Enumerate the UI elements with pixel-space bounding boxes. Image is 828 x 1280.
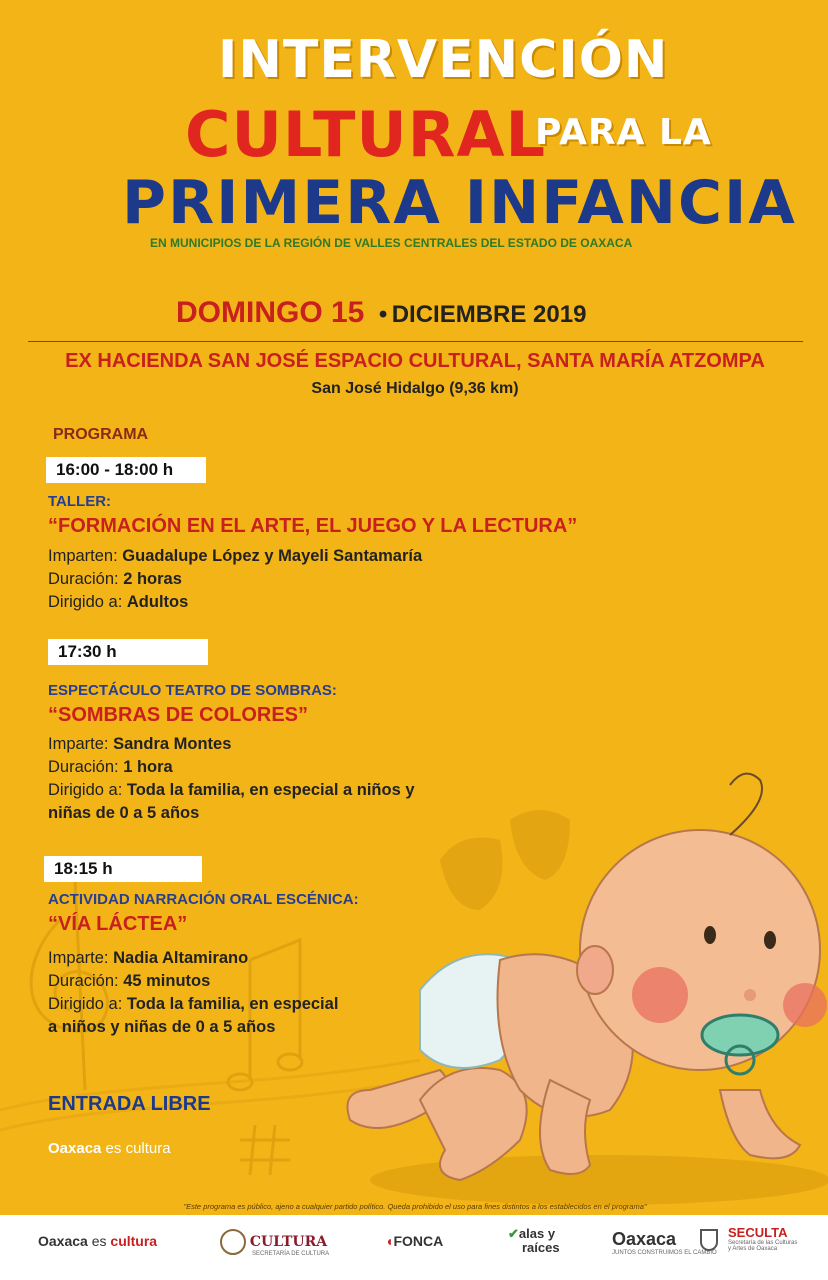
event-time-3: 18:15 h	[44, 856, 202, 882]
title-line-1: INTERVENCIÓN	[218, 30, 669, 90]
event-details-3: Imparte: Nadia Altamirano Duración: 45 minutos Dirigido a: Toda la familia, en especial a niños y niñas de 0 a 5 años	[48, 949, 339, 1036]
shield-icon	[700, 1229, 718, 1251]
venue-name: EX HACIENDA SAN JOSÉ ESPACIO CULTURAL, SANTA MARÍA ATZOMPA	[65, 350, 765, 372]
title-line-2b: PARA LA	[535, 112, 712, 153]
title-line-2: CULTURAL	[185, 98, 546, 171]
event-title-1: “FORMACIÓN EN EL ARTE, EL JUEGO Y LA LECTURA”	[48, 515, 578, 537]
programa-label: PROGRAMA	[53, 426, 149, 443]
venue-location: San José Hidalgo (9,36 km)	[311, 380, 519, 397]
shield-logo	[700, 1229, 718, 1254]
cultura-logo[interactable]: CULTURA SECRETARÍA DE CULTURA	[220, 1229, 329, 1257]
alas-y-raices-logo[interactable]: ✔alas y raíces	[508, 1226, 560, 1255]
footer-logos	[0, 1215, 828, 1280]
oaxaca-es-cultura-tagline: Oaxaca es cultura	[48, 1140, 171, 1157]
event-time-2: 17:30 h	[48, 639, 208, 665]
alas-icon: ✔	[508, 1226, 519, 1241]
event-type-2: ESPECTÁCULO TEATRO DE SOMBRAS:	[48, 682, 337, 699]
date-secondary: DICIEMBRE 2019	[391, 301, 587, 328]
fonca-icon: ◖	[385, 1233, 394, 1249]
divider	[28, 341, 803, 342]
eagle-icon	[220, 1229, 246, 1255]
theater-masks-decoration	[440, 810, 570, 910]
event-type-3: ACTIVIDAD NARRACIÓN ORAL ESCÉNICA:	[48, 891, 359, 908]
baby-illustration	[300, 760, 828, 1215]
date-bullet: •	[378, 301, 388, 328]
title-line-3: PRIMERA INFANCIA	[122, 168, 797, 238]
seculta-logo[interactable]: SECULTA Secretaría de las Culturas y Artes de Oaxaca	[728, 1225, 798, 1252]
event-details-1: Imparten: Guadalupe López y Mayeli Santamaría Duración: 2 horas Dirigido a: Adultos	[48, 547, 423, 611]
oaxaca-government-logo[interactable]: Oaxaca JUNTOS CONSTRUIMOS EL CAMBIO	[612, 1229, 717, 1256]
date-main: DOMINGO 15	[176, 296, 365, 329]
event-details-2: Imparte: Sandra Montes Duración: 1 hora Dirigido a: Toda la familia, en especial a niños y niñas de 0 a 5 años	[48, 735, 415, 822]
legal-disclaimer: "Este programa es público, ajeno a cualquier partido político. Queda prohibido el uso para fines distintos a los establecidos en el programa"	[183, 1202, 647, 1211]
event-title-3: “VÍA LÁCTEA”	[48, 913, 188, 935]
subtitle: EN MUNICIPIOS DE LA REGIÓN DE VALLES CENTRALES DEL ESTADO DE OAXACA	[150, 236, 633, 250]
event-date	[176, 296, 586, 330]
event-title-2: “SOMBRAS DE COLORES”	[48, 704, 309, 726]
fonca-logo[interactable]: ◖FONCA	[385, 1233, 444, 1249]
event-type-1: TALLER:	[48, 493, 112, 510]
free-entry-label: ENTRADA LIBRE	[48, 1093, 211, 1115]
oaxaca-es-cultura-logo[interactable]: Oaxaca es cultura	[38, 1233, 158, 1249]
event-time-1: 16:00 - 18:00 h	[46, 457, 206, 483]
